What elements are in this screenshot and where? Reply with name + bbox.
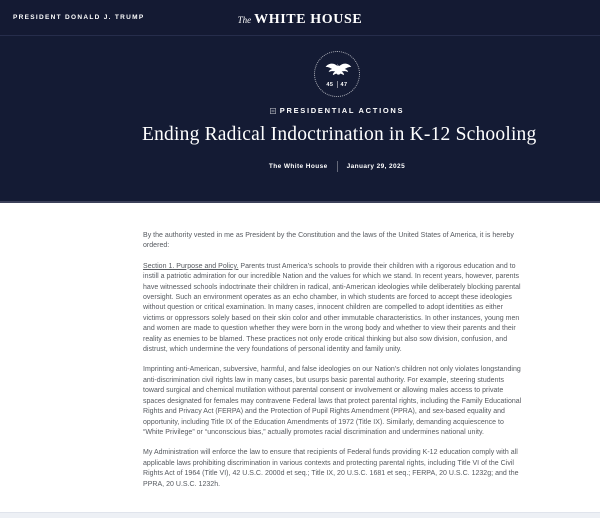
paragraph-section-1 [143, 262, 524, 356]
hero-content [142, 36, 537, 201]
white-house-logo-the: The [237, 15, 252, 25]
meta-date: January 29, 2025 [346, 163, 406, 170]
paragraph-administration: My Administration will enforce the law to ensure that recipients of Federal funds providing K-12 education comply with all applicable laws prohibiting discrimination in various contexts and protecting parental rights, including Title VI of the Civil Rights Act of 1964 (Title VI), 42 U.S.C. 2000d et seq.; Title IX, 20 U.S.C. 1681 et seq.; FERPA, 20 U.S.C. 1232g; and the PPRA, 20 U.S.C. 1232h. [143, 449, 519, 488]
section-1-heading: Section 1. Purpose and Policy. [143, 262, 239, 270]
seal-number-47: 47 [340, 81, 348, 88]
page-bottom-strip [0, 512, 600, 518]
paragraph-authority: By the authority vested in me as President by the Constitution and the laws of the United States of America, it is hereby ordered: [143, 232, 514, 250]
white-house-logo[interactable] [0, 10, 600, 28]
seal-number-45: 45 [326, 81, 334, 88]
meta-source: The White House [268, 163, 328, 170]
executive-order-body [0, 203, 600, 490]
white-house-logo-main: WHITE HOUSE [254, 12, 363, 27]
seal-term-numbers [326, 81, 347, 88]
section-1-body: Parents trust America’s schools to provide their children with a rigorous education and to instill a patriotic admiration for our incredible Nation and the values for which we stand. In recent years, however, parents have witnessed schools indoctrinate their children in radical, anti-American ideologies while deliberately blocking parental oversight. Such an environment operates as an echo chamber, in which students are forced to accept these ideologies without question or critical examination. In many cases, innocent children are compelled to adopt identities as either victims or oppressors solely based on their skin color and other immutable characteristics. In other instances, young men and women are made to question whether they were born in the wrong body and whether to view their parents and their reality as enemies to be blamed. These practices not only erode critical thinking but also sow division, confusion, and distrust, which undermine the very foundations of personal identity and family unity. [143, 262, 521, 354]
seal-number-divider [337, 81, 338, 88]
meta-divider [337, 161, 338, 172]
eagle-icon [322, 62, 352, 79]
breadcrumb[interactable] [142, 106, 532, 115]
president-name-link[interactable]: PRESIDENT DONALD J. TRUMP [13, 14, 145, 21]
presidential-seal-icon [314, 51, 360, 97]
top-navigation-bar [0, 0, 600, 36]
paragraph-imprinting: Imprinting anti-American, subversive, harmful, and false ideologies on our Nation’s children not only violates longstanding anti-discrimination civil rights law in many cases, but usurps basic parental authority. For example, steering students toward surgical and chemical mutilation without parental consent or involvement or allowing males access to private spaces designated for females may contravene Federal laws that protect parental rights, including the Family Educational Rights and Privacy Act (FERPA) and the Protection of Pupil Rights Amendment (PPRA), and sex-based equality and opportunity, including Title IX of the Education Amendments of 1972 (Title IX). Similarly, demanding acquiescence to “White Privilege” or “unconscious bias,” actually promotes racial discrimination and undermines national unity. [143, 366, 522, 436]
category-document-icon [270, 108, 276, 114]
page-title: Ending Radical Indoctrination in K-12 Schooling [142, 124, 537, 145]
article-meta [142, 161, 532, 172]
breadcrumb-label: PRESIDENTIAL ACTIONS [279, 106, 405, 115]
article-column [143, 231, 524, 490]
hero-banner [0, 36, 600, 203]
